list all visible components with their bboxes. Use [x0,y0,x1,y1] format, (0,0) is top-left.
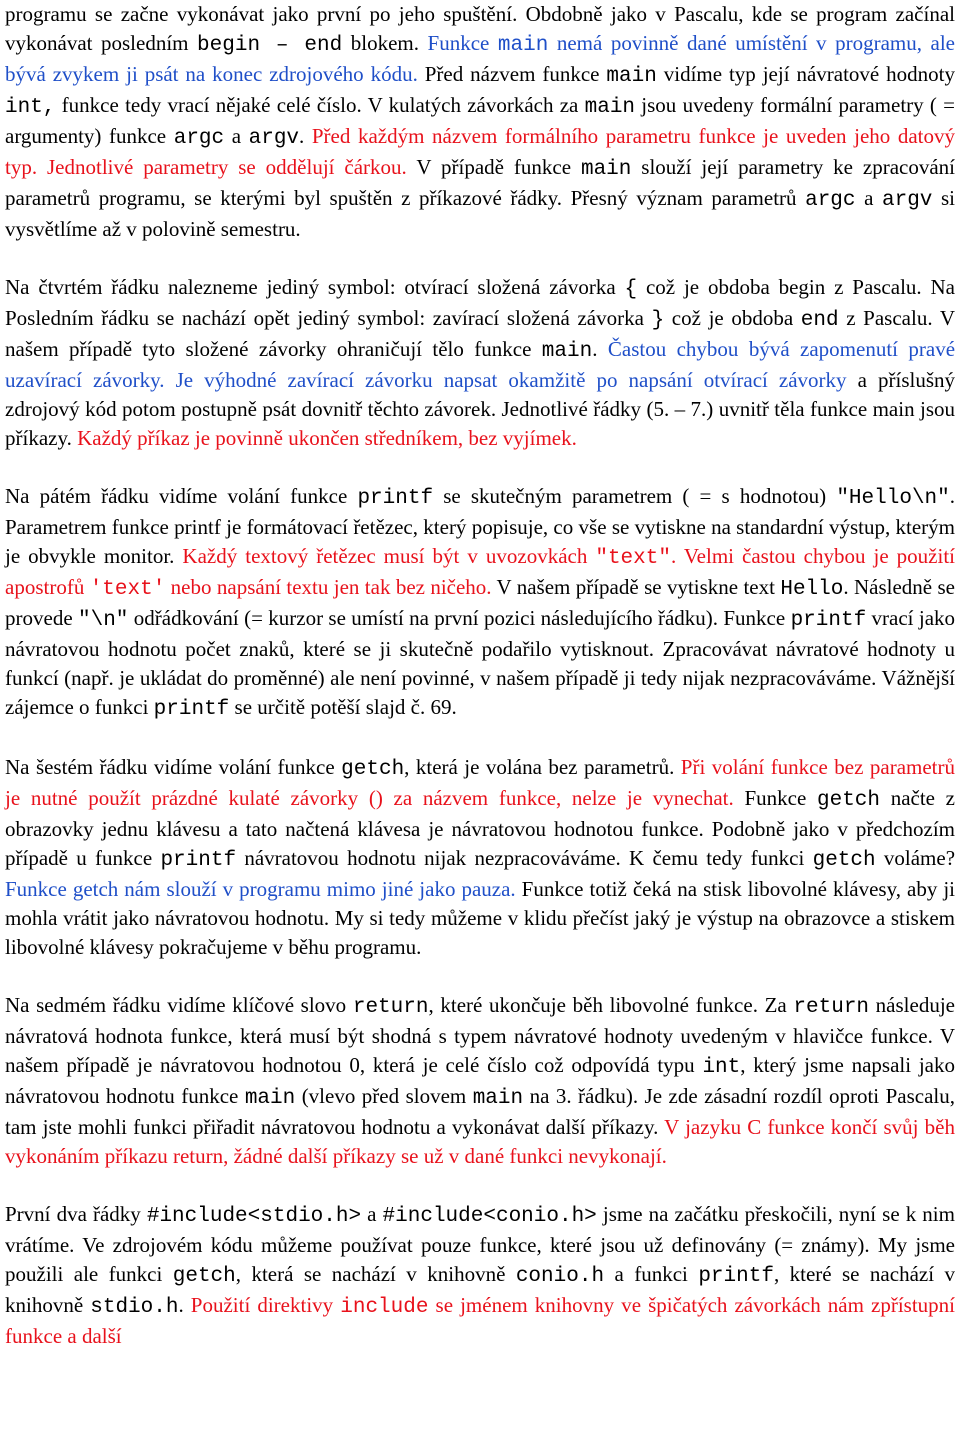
highlighted-text: Každý příkaz je povinně ukončen středníkem, bez vyjímek. [77,426,577,450]
highlighted-text: Každý textový řetězec musí být v uvozovkách [182,544,596,568]
text-run: a [361,1202,383,1226]
highlighted-text: . Velmi častou chybou je použití apostrofů [5,544,955,599]
code-token: int [702,1056,741,1079]
text-run: V našem případě se vytiskne text [491,575,781,599]
code-token: main [584,96,636,119]
text-run: (vlevo před slovem [295,1084,473,1108]
paragraph-include [5,1200,955,1351]
highlighted-text: Při volání funkce bez parametrů je nutné použít prázdné kulaté závorky () za názvem funkce, nelze je vynechat. [5,755,955,810]
text-run: na 3. řádku). Je zde zásadní rozdíl oproti Pascalu, tam jste mohli funkci přiřadit návratovou hodnotu a vykonávat další příkazy. [5,1084,955,1139]
text-run: následuje návratová hodnota funkce, která musí být shodná s typem návratové hodnoty uvedeným v hlavičce funkce. V našem případě je návratovou hodnotou 0, která je celé číslo což odpovídá typu [5,993,955,1077]
code-token: printf [160,849,237,872]
code-token: argc [173,127,225,150]
code-token: Hello [780,578,844,601]
code-token: "text" [595,547,671,570]
text-run: Na pátém řádku vidíme volání funkce [5,484,358,508]
paragraph-getch [5,753,955,962]
code-token: main [606,65,657,88]
code-token: printf [357,487,434,510]
text-run [165,368,176,392]
text-run: jsou uvedeny formální parametry ( = argumenty) funkce [5,93,955,148]
text-run: se určitě potěší slajd č. 69. [229,695,457,719]
code-token: main [244,1087,296,1110]
text-run: . Následně se provede [5,575,955,630]
code-token: stdio.h [90,1296,179,1319]
text-run: blokem. [342,31,428,55]
code-token: include [340,1296,429,1319]
highlighted-text: Funkce [427,31,498,55]
code-token: conio.h [515,1265,605,1288]
text-run: , která je volána bez parametrů. [404,755,681,779]
code-token: argv [248,127,300,150]
code-token: printf [153,698,230,721]
text-run: Na sedmém řádku vidíme klíčové slovo [5,993,353,1017]
code-token: main [580,158,632,181]
code-token: main [472,1087,524,1110]
code-token: "Hello\n" [836,487,950,510]
code-token: return [352,996,429,1019]
text-run: a [855,186,882,210]
text-run: Funkce totiž čeká na stisk libovolné klávesy, aby ji mohla vrátit jako návratovou hodnotu. My si tedy můžeme v klidu přečíst jaký je výstup na obrazovce a stiskem libovolné klávesy pokračujeme v běhu programu. [5,877,955,959]
code-token: printf [698,1265,774,1288]
text-run: voláme? [875,846,956,870]
text-run: Funkce [733,786,817,810]
code-token: return [793,996,870,1019]
highlighted-text: Je výhodné zavírací závorku napsat okamžitě po napsání otvírací závorky [175,368,847,392]
code-token: #include<conio.h> [382,1205,597,1228]
highlighted-text: Před každým názvem formálního parametru funkce je uveden jeho datový typ. Jednotlivé parametry se oddělují čárkou. [5,124,956,179]
text-run: . [299,124,312,148]
code-token: begin – end [197,34,343,57]
highlighted-text: Použití direktivy [190,1293,341,1317]
code-token: 'text' [89,578,166,601]
text-run: a [224,124,249,148]
paragraph-return [5,991,955,1171]
text-run: . Parametrem funkce printf je formátovací řetězec, který popisuje, co vše se vytiskne na standardní výstup, kterým je obvykle monitor. [5,484,955,568]
highlighted-text: V jazyku C funkce končí svůj běh vykonáním příkazu return, žádné další příkazy se už v dané funkci nevykonají. [5,1115,955,1168]
code-token: argv [881,189,933,212]
code-token: getch [816,789,880,812]
highlighted-text: nebo napsání textu jen tak bez ničeho. [165,575,492,599]
text-run: odřádkování (= kurzor se umístí na první pozici následujícího řádku). Funkce [128,606,791,630]
text-run: , která se nachází v knihovně [235,1262,516,1286]
code-token: } [651,309,665,332]
code-token: main [541,340,593,363]
text-run: což je obdoba [664,306,801,330]
code-token: #include<stdio.h> [146,1205,362,1228]
highlighted-text: nemá povinně dané umístění v programu, ale bývá zvykem ji psát na konec zdrojového kódu. [5,31,955,86]
text-run: V případě funkce [406,155,581,179]
text-run: načte z obrazovky jednu klávesu a tato načtená klávesa je návratovou hodnotou funkce. Podobně jako v předchozím případě u funkce [5,786,955,870]
text-run: Před názvem funkce [417,62,607,86]
text-run: slouží její parametry ke zpracování parametrů programu, se kterými byl spuštěn z příkazové řádky. Přesný význam parametrů [5,155,955,210]
code-token: getch [172,1265,236,1288]
text-run: funkce tedy vrací nějaké celé číslo. V kulatých závorkách za [55,93,585,117]
code-token: argc [805,189,856,212]
text-run: . [178,1293,191,1317]
code-token: getch [812,849,876,872]
text-run: a příslušný zdrojový kód potom postupně psát dovnitř těchto závorek. Jednotlivé řádky (5. – 7.) uvnitř těla funkce main jsou příkazy. [5,368,956,450]
paragraph-printf [5,482,955,724]
text-run: vrací jako návratovou hodnotu počet znaků, které se ji skutečně podařilo vytisknout. Zpracovávat návratové hodnoty u funkcí (např. je ukládat do proměnné) ale není povinné, v našem případě ji tedy nijak nezpracováváme. Vážnější zájemce o funkci [5,606,956,719]
code-token: main [497,34,549,57]
paragraph-main-function-intro [5,0,955,244]
code-token: end [800,309,839,332]
text-run: Na šestém řádku vidíme volání funkce [5,755,342,779]
text-run: což je obdoba begin z Pascalu. Na Posledním řádku se nachází opět jediný symbol: zavírací složená závorka [5,275,955,330]
highlighted-text: se jménem knihovny ve špičatých závorkách nám zpřístupní funkce a další [5,1293,956,1348]
text-run: se skutečným parametrem ( = s hodnotou) [433,484,837,508]
text-run: . [592,337,608,361]
paragraph-braces [5,273,955,453]
text-run: programu se začne vykonávat jako první po jeho spuštění. Obdobně jako v Pascalu, kde se program začínal vykonávat posledním [5,2,955,55]
text-run: z Pascalu. V našem případě tyto složené závorky ohraničují tělo funkce [5,306,955,361]
text-run: , které ukončuje běh libovolné funkce. Za [428,993,794,1017]
text-run: si vysvětlíme až v polovině semestru. [5,186,955,241]
code-token: { [624,278,638,301]
code-token: "\n" [78,609,129,632]
text-run: a funkci [604,1262,699,1286]
text-run: , který jsme napsali jako návratovou hodnotu funkce [5,1053,955,1108]
highlighted-text: Častou chybou bývá zapomenutí pravé uzavírací závorky. [5,337,956,392]
code-token: getch [341,758,405,781]
text-run: První dva řádky [5,1202,147,1226]
text-run: vidíme typ její návratové hodnoty [656,62,955,86]
code-token: printf [790,609,867,632]
text-run: jsme na začátku přeskočili, nyní se k nim vrátíme. Ve zdrojovém kódu můžeme používat pouze funkce, které jsou už definovány (= známy). My jsme použili ale funkci [5,1202,955,1286]
text-run: návratovou hodnotu nijak nezpracováváme. K čemu tedy funkci [236,846,813,870]
code-token: int, [5,96,56,119]
highlighted-text: Funkce getch nám slouží v programu mimo jiné jako pauza. [5,877,516,901]
text-run: , které se nachází v knihovně [5,1262,955,1317]
text-run: Na čtvrtém řádku nalezneme jediný symbol: otvírací složená závorka [5,275,625,299]
